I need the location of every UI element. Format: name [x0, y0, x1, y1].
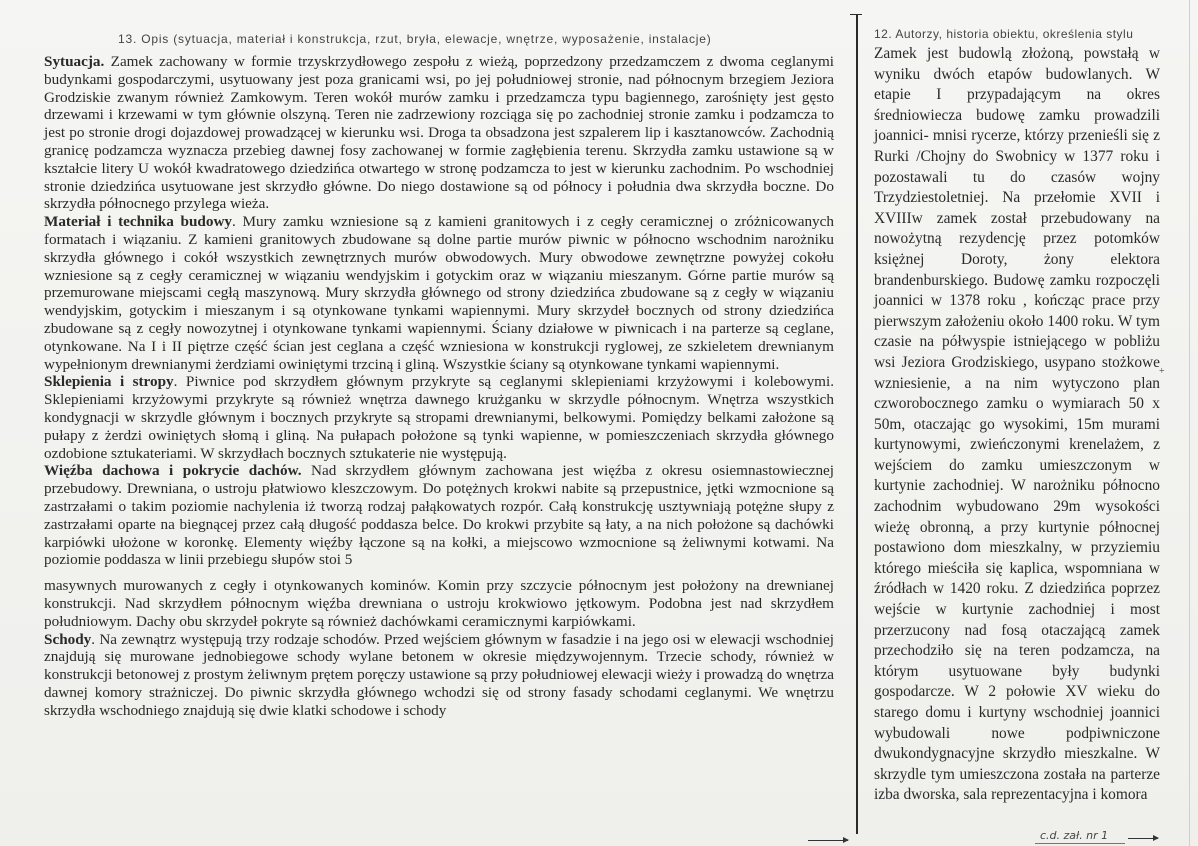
heading-roof: Więźba dachowa i pokrycie dachów.	[44, 462, 302, 480]
page-edge	[1189, 0, 1190, 846]
section-12-header: 12. Autorzy, historia obiektu, określenia stylu	[874, 27, 1134, 41]
continue-arrow-icon	[808, 840, 848, 841]
text-roof-continued: masywnych murowanych z cegły i otynkowanych kominów. Komin przy szczycie północnym jest położony na drewnianej konstrukcji. Nad skrzydłem północnym więźba drewniana o ustroju krokwiowo jętkowym. Podobna jest nad skrzydłem południowym. Dachy obu skrzydeł pokryte są również dachówkami ceramicznymi karpiówkami.	[44, 577, 834, 630]
paragraph-roof	[44, 462, 834, 569]
section-13-header: 13. Opis (sytuacja, materiał i konstrukcja, rzut, bryła, elewacje, wnętrze, wyposażenie, instalacje)	[118, 32, 712, 46]
divider-tick	[850, 14, 862, 15]
margin-mark: +	[1159, 366, 1165, 377]
paragraph-roof-continued	[44, 577, 834, 630]
continuation-note: c.d. zał. nr 1	[1040, 829, 1109, 842]
heading-situation: Sytuacja.	[44, 53, 105, 70]
text-roof: Nad skrzydłem głównym zachowana jest więźba z okresu osiemnastowiecznej przebudowy. Drewniana, o ustroju płatwiowo kleszczowym. Do potężnych krokwi nabite są przepustnice, jętki wzmocnione są zastrzałami o takim poziomie nachylenia iż tworzą rodzaj pałąkowatych rozpór. Całą konstrukcję usztywniają potężne słupy z zastrzałami oparte na biegnącej przez całą długość poddasza belce. Do krokwi przybite są łaty, a na nich położone są dachówki karpiówki ułożone w koronkę. Elementy więźby łączone są na kołki, a miejscowo wzmocnione są żeliwnymi kotwami. Na poziomie poddasza w linii przebiegu słupów stoi 5	[44, 462, 834, 569]
paragraph-material	[44, 213, 834, 373]
footer-underline	[1035, 843, 1125, 844]
text-material: . Mury zamku wzniesione są z kamieni granitowych i z cegły ceramicznej o zróżnicowanych formatach i wiązaniu. Z kamieni granitowych zbudowane są dolne partie murów piwnic w północno wschodnim narożniku skrzydła głównego i cokół wszystkich zewnętrznych murów obwodowych. Mury obwodowe zewnętrzne powyżej cokołu wzniesione są z cegły ceramicznej w wiązaniu wendyjskim i gotyckim oraz w wiązaniu mieszanym. Górne partie murów są przemurowane miejscami cegłą maszynową. Mury skrzydła głównego od strony dziedzińca zbudowane są z cegły w wiązaniu wendyjskim, gotyckim i mieszanym i są otynkowane tynkami wapiennymi. Mury skrzydeł bocznych od strony dziedzińca zbudowane są z cegły nowozytnej i otynkowane tynkami wapiennymi. Ściany działowe w piwnicach i na parterze są ceglane, otynkowane. Na I i II piętrze część ścian jest ceglana a część wzniesiona w konstrukcji ryglowej, ze szkieletem drewnianym wypełnionym drewnianymi żerdziami owiniętymi trzciną i gliną. Wszystkie ściany są otynkowane tynkami wapiennymi.	[44, 213, 834, 373]
heading-stairs: Schody	[44, 630, 92, 648]
text-stairs: . Na zewnątrz występują trzy rodzaje schodów. Przed wejściem głównym w fasadzie i na jego osi w elewacji wschodniej znajdują się murowane jednobiegowe schody wylane betonem w okresie międzywojennym. Trzecie schody, również w konstrukcji betonowej z prostym żeliwnym prętem poręczy ustawione są przy południowej elewacji wieży i prowadzą do wnętrza dawnej komory strażniczej. Do piwnic skrzydła głównego wchodzi się od strony fasady schodami ceglanymi. We wnętrzu skrzydła wschodniego znajdują się dwie klatki schodowe i schody	[44, 630, 834, 719]
column-divider	[856, 14, 858, 834]
paragraph-situation	[44, 53, 834, 213]
heading-material: Materiał i technika budowy	[44, 213, 233, 231]
heading-vaults: Sklepienia i stropy	[44, 373, 174, 391]
history-text: Zamek jest budowlą złożoną, powstałą w wyniku dwóch etapów budowlanych. W etapie I przypadającym na okres średniowiecza budowę zamku prowadzili joannici- mnisi rycerze, którzy przenieśli się z Rurki /Chojny do Swobnicy w 1377 roku i pozostawali tu do czasów wojny Trzydziestoletniej. Na przełomie XVII i XVIIIw zamek został przebudowany na nowożytną rezydencję przez potomków księżnej Doroty, żony elektora brandenburskiego. Budowę zamku rozpoczęli joannici w 1378 roku , kończąc prace przy pierwszym założeniu około 1400 roku. W tym czasie na półwyspie istniejącego w pobliżu wsi Jeziora Grodziskiego, usypano stożkowe wzniesienie, a na nim wytyczono plan czworobocznego zamku o wymiarach 50 x 50m, otaczając go wysokimi, 15m murami kurtynowymi, zwieńczonymi krenelażem, z wejściem do zamku umieszczonym w kurtynie zachodniej. W narożniku północno zachodnim wybudowano 29m wysokości wieżę obronną, a przy kurtynie północnej postawiono dom mieszkalny, w przyziemiu którego mieściła się kaplica, wspomniana w źródłach w 1420 roku. Z dziedzińca poprzez wejście w kurtynie zachodniej i most przerzucony nad fosą otaczającą zamek przechodziło się na teren podzamcza, na którym usytuowane były budynki gospodarcze. W 2 połowie XV wieku do starego domu i kurtyny wschodniej joannici wybudowali nowe podpiwniczone dwukondygnacyjne skrzydło mieszkalne. W skrzydle tym umieszczona została na parterze izba dworska, sala reprezentacyjna i komora	[874, 45, 1160, 804]
text-situation: Zamek zachowany w formie trzyskrzydłowego zespołu z wieżą, poprzedzony przedzamczem z dwoma ceglanymi budynkami gospodarczymi, usytuowany jest poza granicami wsi, po jej południowej stronie, nad północnym brzegiem Jeziora Grodziskie zwanym również Zamkowym. Teren wokół murów zamku i przedzamcza typu bagiennego, zarośnięty jest gęsto drzewami i krzewami w tym głównie olszyną. Teren nie zadrzewiony rozciąga się po zachodniej stronie zamku i podzamcza to jest po stronie drogi dojazdowej prowadzącej w kierunku wsi. Droga ta obsadzona jest szpalerem lip i kasztanowców. Zachodnią granicę podzamcza wyznacza przebieg dawnej fosy zachowanej w formie zagłębienia terenu. Skrzydła zamku ustawione są w kształcie litery U wokół kwadratowego dziedzińca otwartego w stronę podzamcza to jest w kierunku zachodnim. Po wschodniej stronie dziedzińca usytuowane jest skrzydło główne. Do niego dostawione są od północy i południa dwa skrzydła boczne. Do skrzydła północnego przylega wieża.	[44, 53, 834, 213]
footer-arrow-icon	[1128, 838, 1158, 839]
paragraph-gap	[44, 569, 834, 577]
history-column	[874, 44, 1160, 806]
paragraph-vaults	[44, 373, 834, 462]
paragraph-stairs	[44, 631, 834, 720]
description-column	[44, 53, 834, 719]
text-vaults: . Piwnice pod skrzydłem głównym przykryte są ceglanymi sklepieniami krzyżowymi i kolebowymi. Sklepieniami krzyżowymi przykryte są również wnętrza dawnego krużganku w skrzydle północnym. Wnętrza wszystkich kondygnacji w skrzydle głównym i bocznych przykryte są stropami drewnianymi, belkowymi. Pomiędzy belkami założone są pułapy z żerdzi owiniętych słomą i gliną. Na pułapach położone są tynki wapienne, w pomieszczeniach skrzydła głównego ozdobione sztukateriami. W skrzydłach bocznych sztukaterie nie występują.	[44, 373, 834, 462]
